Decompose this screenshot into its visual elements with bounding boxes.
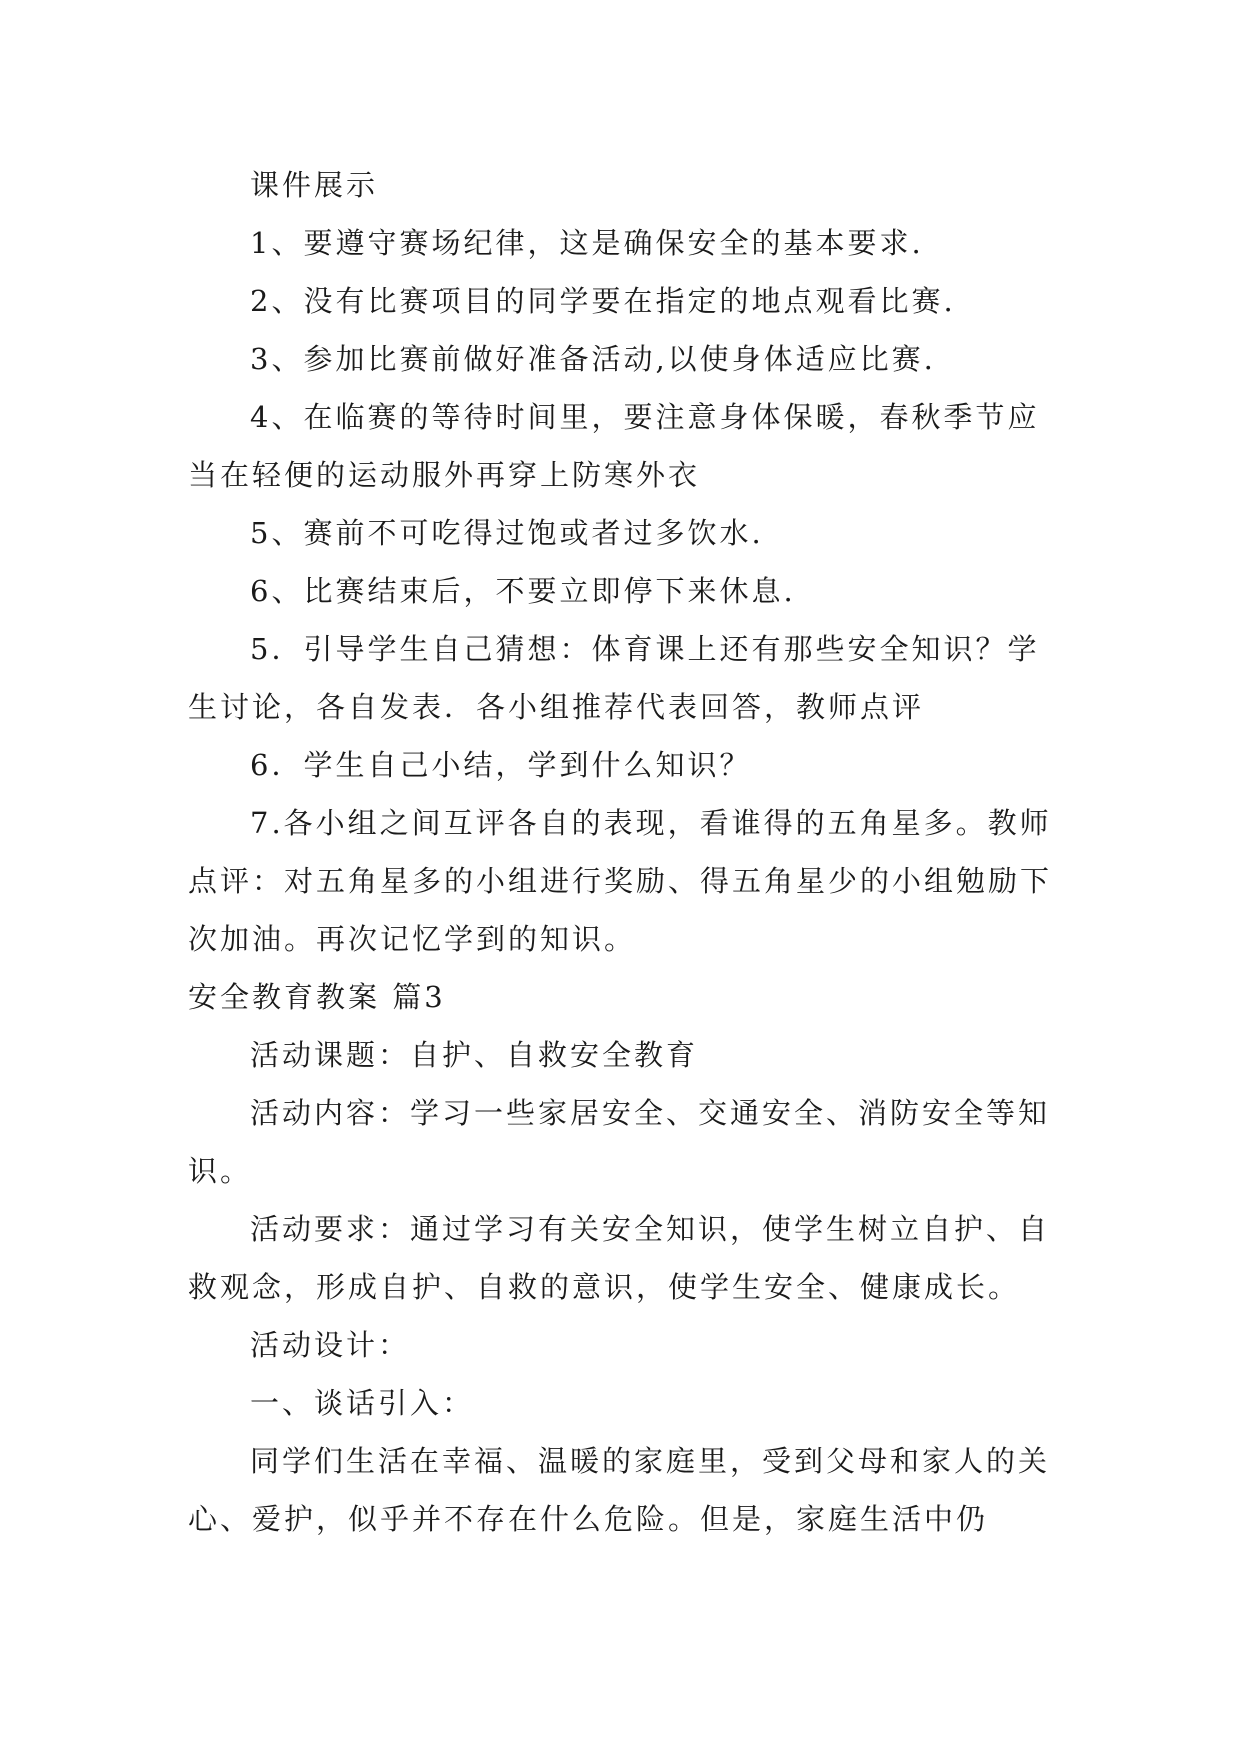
document-body bbox=[188, 156, 1058, 1548]
paragraph: 7.各小组之间互评各自的表现，看谁得的五角星多。教师点评：对五角星多的小组进行奖励、得五角星少的小组勉励下次加油。再次记忆学到的知识。 bbox=[188, 806, 1053, 956]
paragraph: 课件展示 bbox=[250, 168, 379, 202]
paragraph: 2、没有比赛项目的同学要在指定的地点观看比赛. bbox=[250, 284, 956, 318]
paragraph: 活动内容：学习一些家居安全、交通安全、消防安全等知识。 bbox=[188, 1096, 1051, 1188]
paragraph: 活动课题：自护、自救安全教育 bbox=[250, 1038, 699, 1072]
paragraph: 活动要求：通过学习有关安全知识，使学生树立自护、自救观念，形成自护、自救的意识，使学生安全、健康成长。 bbox=[188, 1212, 1051, 1304]
paragraph: 活动设计： bbox=[250, 1328, 411, 1362]
paragraph: 5、赛前不可吃得过饱或者过多饮水. bbox=[250, 516, 764, 550]
paragraph: 6、比赛结束后，不要立即停下来休息. bbox=[250, 574, 796, 608]
paragraph: 6．学生自己小结，学到什么知识？ bbox=[250, 748, 752, 782]
paragraph: 4、在临赛的等待时间里，要注意身体保暖，春秋季节应当在轻便的运动服外再穿上防寒外衣 bbox=[188, 400, 1040, 492]
paragraph: 5．引导学生自己猜想：体育课上还有那些安全知识？学生讨论，各自发表．各小组推荐代表回答，教师点评 bbox=[188, 632, 1040, 724]
paragraph: 一、谈话引入： bbox=[250, 1386, 475, 1420]
section-heading: 安全教育教案 篇3 bbox=[188, 980, 446, 1014]
paragraph: 3、参加比赛前做好准备活动,以使身体适应比赛. bbox=[250, 342, 936, 376]
paragraph: 同学们生活在幸福、温暖的家庭里，受到父母和家人的关心、爱护，似乎并不存在什么危险。但是，家庭生活中仍 bbox=[188, 1444, 1051, 1536]
paragraph: 1、要遵守赛场纪律，这是确保安全的基本要求. bbox=[250, 226, 924, 260]
